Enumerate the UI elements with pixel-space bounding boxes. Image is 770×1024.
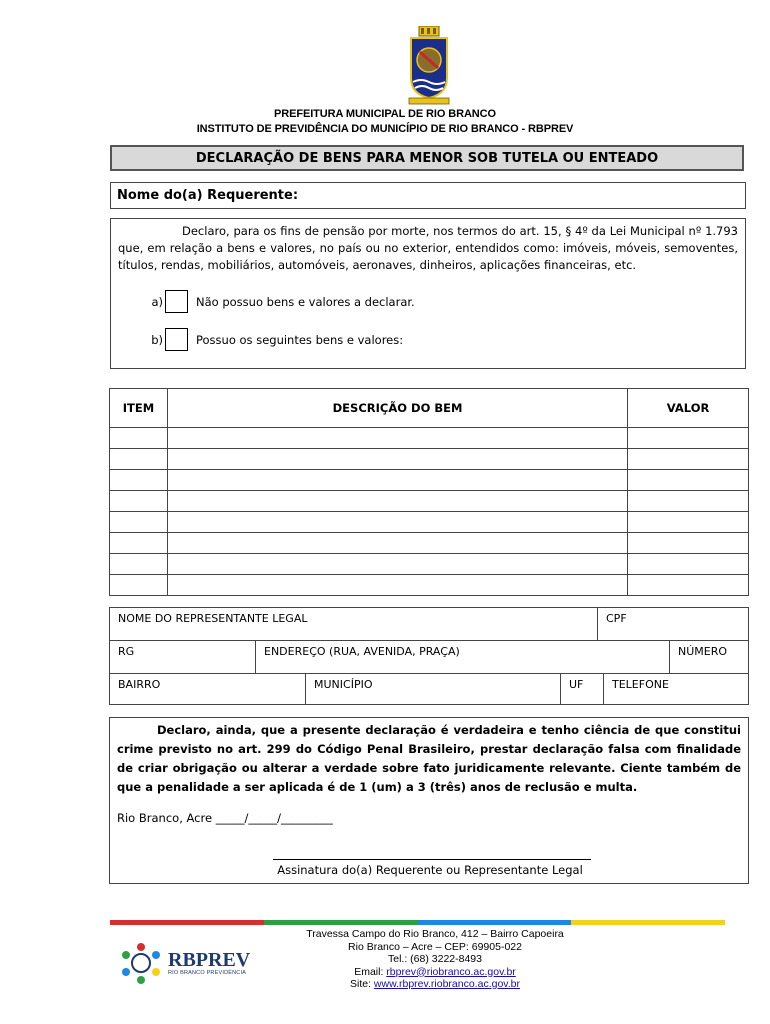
option-a-text: Não possuo bens e valores a declarar. [196, 294, 415, 309]
footer-contact [290, 928, 580, 991]
footer-address: Travessa Campo do Rio Branco, 412 – Bairro Capoeira [306, 928, 564, 940]
header-line-2: INSTITUTO DE PREVIDÊNCIA DO MUNICÍPIO DE RIO BRANCO - RBPREV [196, 123, 574, 135]
representative-box [109, 607, 749, 705]
logo-subtitle: RIO BRANCO PREVIDÊNCIA [168, 970, 247, 976]
assets-table [109, 388, 749, 596]
value-cell[interactable] [628, 470, 749, 491]
uf-label: UF [569, 678, 584, 691]
number-field[interactable] [670, 641, 748, 674]
footer-bar-red [110, 920, 264, 925]
option-b-label: b) [151, 332, 163, 347]
footer-bar-blue [418, 920, 572, 925]
option-a-label: a) [151, 294, 163, 309]
declaration-text: Declaro, para os fins de pensão por morte, nos termos do art. 15, § 4º da Lei Municipal nº 1.793 que, em relação a bens e valores, no país ou no exterior, entendidos como: imóveis, móveis, semoventes, títulos, rendas, mobiliários, automóveis, aeronaves, dinheiros, aplicações financeiras, etc. [118, 224, 738, 272]
city-field[interactable] [306, 674, 561, 704]
assets-table-header [110, 389, 749, 428]
description-cell[interactable] [167, 533, 627, 554]
item-cell[interactable] [110, 449, 168, 470]
footer-bar-yellow [571, 920, 725, 925]
place-date-field[interactable]: Rio Branco, Acre _____/_____/_________ [117, 811, 333, 825]
description-cell[interactable] [167, 554, 627, 575]
district-label: BAIRRO [118, 678, 161, 691]
item-cell[interactable] [110, 575, 168, 596]
declaration-box [110, 218, 746, 369]
rbprev-emblem-icon [118, 941, 164, 985]
header-line-1: PREFEITURA MUNICIPAL DE RIO BRANCO [274, 108, 496, 120]
option-a-checkbox[interactable] [165, 290, 188, 313]
representative-name-label: NOME DO REPRESENTANTE LEGAL [118, 612, 308, 625]
number-label: NÚMERO [678, 645, 728, 658]
description-cell[interactable] [167, 512, 627, 533]
option-b-text: Possuo os seguintes bens e valores: [196, 332, 404, 347]
table-row [110, 554, 749, 575]
column-header-description: DESCRIÇÃO DO BEM [167, 389, 627, 428]
table-row [110, 449, 749, 470]
item-cell[interactable] [110, 512, 168, 533]
item-cell[interactable] [110, 470, 168, 491]
phone-field[interactable] [604, 674, 748, 704]
city-label: MUNICÍPIO [314, 678, 373, 691]
cpf-label: CPF [606, 612, 627, 625]
footer-city: Rio Branco – Acre – CEP: 69905-022 [348, 940, 522, 953]
address-label: ENDEREÇO (RUA, AVENIDA, PRAÇA) [264, 645, 460, 658]
form-title: DECLARAÇÃO DE BENS PARA MENOR SOB TUTELA OU ENTEADO [110, 145, 744, 171]
representative-name-field[interactable] [110, 608, 598, 641]
description-cell[interactable] [167, 575, 627, 596]
requester-name-label: Nome do(a) Requerente: [117, 188, 299, 203]
table-row [110, 533, 749, 554]
signature-line[interactable] [273, 859, 591, 860]
municipal-crest-logo [405, 26, 453, 106]
item-cell[interactable] [110, 491, 168, 512]
address-field[interactable] [256, 641, 670, 674]
final-declaration-box [109, 717, 749, 884]
rbprev-logo [118, 941, 268, 985]
footer-site-label: Site: [349, 978, 374, 990]
item-cell[interactable] [110, 533, 168, 554]
cpf-field[interactable] [598, 608, 748, 641]
signature-label: Assinatura do(a) Requerente ou Representante Legal [277, 863, 583, 877]
value-cell[interactable] [628, 533, 749, 554]
item-cell[interactable] [110, 554, 168, 575]
footer-phone: Tel.: (68) 3222-8493 [388, 953, 482, 965]
column-header-item: ITEM [110, 389, 168, 428]
value-cell[interactable] [628, 491, 749, 512]
rg-field[interactable] [110, 641, 256, 674]
final-declaration-text: Declaro, ainda, que a presente declaração é verdadeira e tenho ciência de que constitui crime previsto no art. 299 do Código Penal Brasileiro, prestar declaração falsa com finalidade de criar obrigação ou alterar a verdade sobre fato juridicamente relevante. Ciente também de que a penalidade a ser aplicada é de 1 (um) a 3 (três) anos de reclusão e multa. [117, 723, 741, 794]
item-cell[interactable] [110, 428, 168, 449]
email-link[interactable]: rbprev@riobranco.ac.gov.br [386, 965, 516, 978]
description-cell[interactable] [167, 470, 627, 491]
value-cell[interactable] [628, 554, 749, 575]
footer-color-bar [110, 920, 725, 925]
table-row [110, 491, 749, 512]
table-row [110, 512, 749, 533]
site-link[interactable]: www.rbprev.riobranco.ac.gov.br [373, 978, 521, 990]
value-cell[interactable] [628, 428, 749, 449]
footer-bar-green [264, 920, 418, 925]
footer-email-label: Email: [354, 965, 387, 978]
option-b [139, 328, 403, 351]
table-row [110, 428, 749, 449]
option-a [139, 290, 415, 313]
column-header-value: VALOR [628, 389, 749, 428]
phone-label: TELEFONE [612, 678, 669, 691]
description-cell[interactable] [167, 491, 627, 512]
logo-brand: RBPREV [168, 949, 251, 971]
table-row [110, 470, 749, 491]
requester-name-field[interactable] [110, 182, 746, 209]
value-cell[interactable] [628, 512, 749, 533]
rg-label: RG [118, 645, 135, 658]
option-b-checkbox[interactable] [165, 328, 188, 351]
district-field[interactable] [110, 674, 306, 704]
description-cell[interactable] [167, 449, 627, 470]
uf-field[interactable] [561, 674, 604, 704]
value-cell[interactable] [628, 449, 749, 470]
value-cell[interactable] [628, 575, 749, 596]
table-row [110, 575, 749, 596]
description-cell[interactable] [167, 428, 627, 449]
